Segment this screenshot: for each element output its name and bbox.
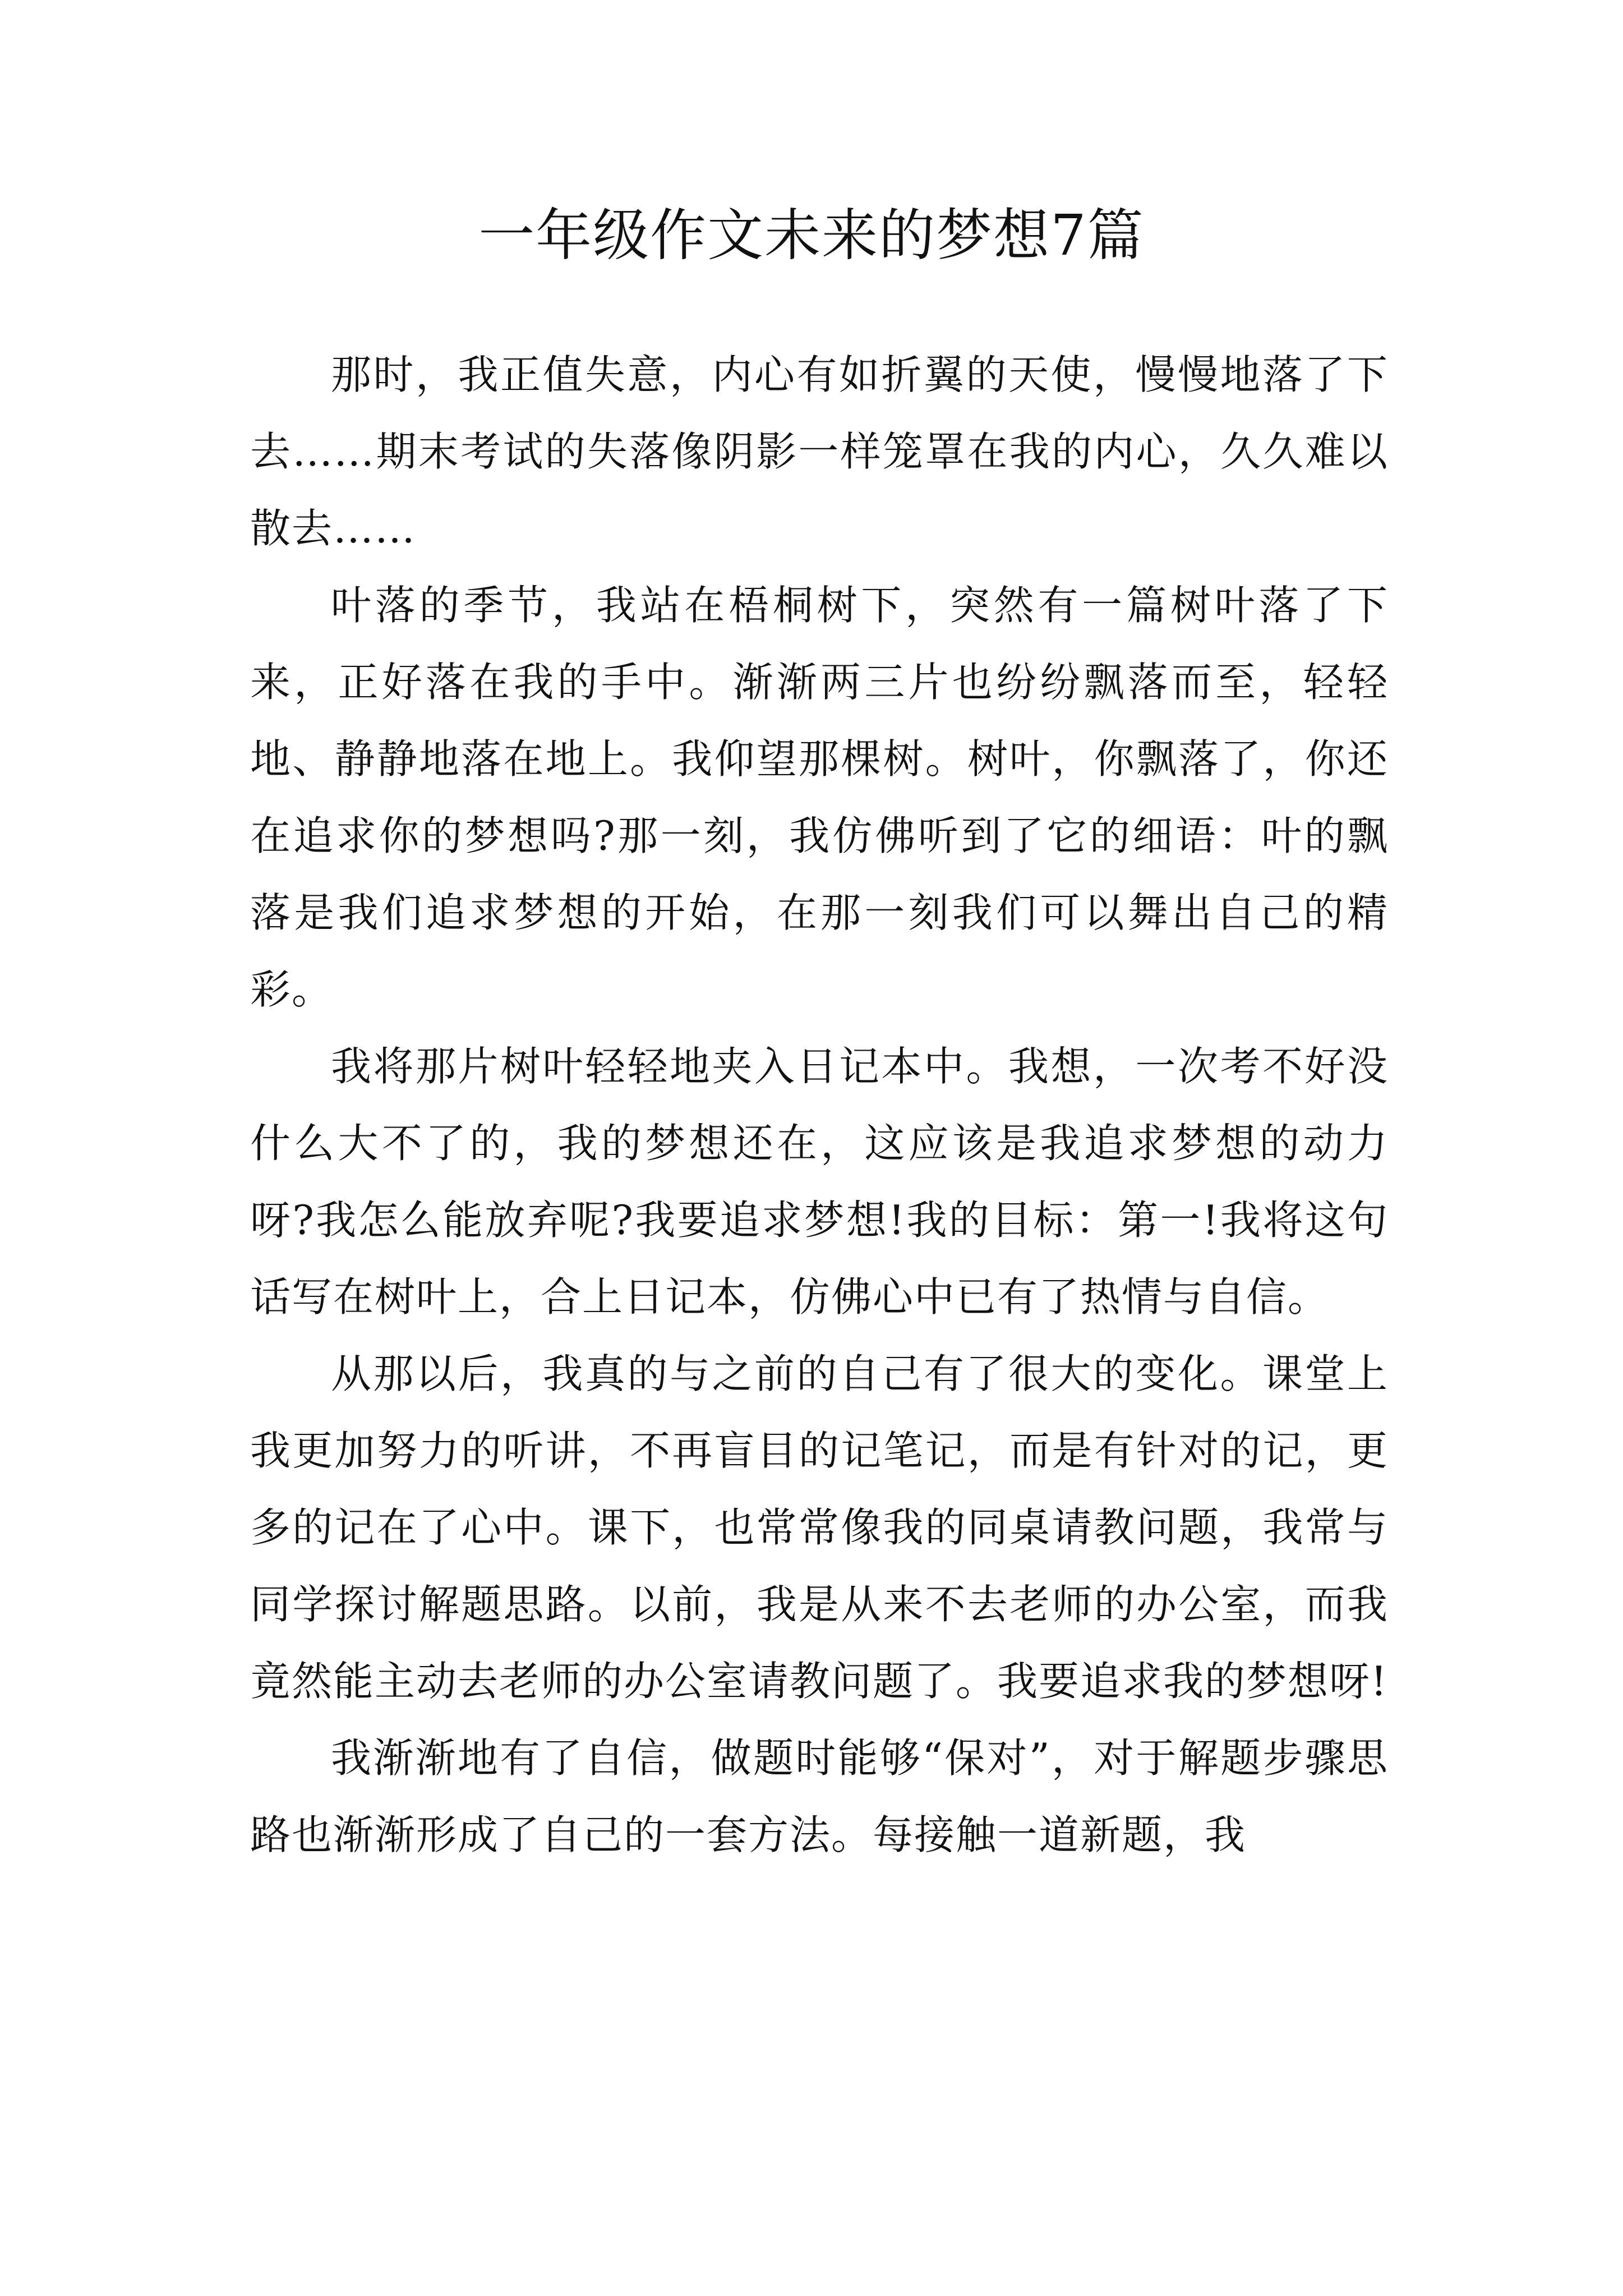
paragraph-2: 叶落的季节，我站在梧桐树下，突然有一篇树叶落了下来，正好落在我的手中。渐渐两三片也纷纷飘落而至，轻轻地、静静地落在地上。我仰望那棵树。树叶，你飘落了，你还在追求你的梦想吗?那一刻，我仿佛听到了它的细语：叶的飘落是我们追求梦想的开始，在那一刻我们可以舞出自己的精彩。 — [250, 582, 1389, 1013]
document-body — [250, 337, 1389, 1874]
document-title: 一年级作文未来的梦想7篇 — [478, 203, 1145, 268]
paragraph-1: 那时，我正值失意，内心有如折翼的天使，慢慢地落了下去……期末考试的失落像阴影一样笼罩在我的内心，久久难以散去…… — [250, 351, 1389, 552]
paragraph-4: 从那以后，我真的与之前的自己有了很大的变化。课堂上我更加努力的听讲，不再盲目的记笔记，而是有针对的记，更多的记在了心中。课下，也常常像我的同桌请教问题，我常与同学探讨解题思路。以前，我是从来不去老师的办公室，而我竟然能主动去老师的办公室请教问题了。我要追求我的梦想呀! — [250, 1350, 1389, 1705]
paragraph-5: 我渐渐地有了自信，做题时能够“保对”，对于解题步骤思路也渐渐形成了自己的一套方法。每接触一道新题，我 — [250, 1734, 1389, 1858]
paragraph-3: 我将那片树叶轻轻地夹入日记本中。我想，一次考不好没什么大不了的，我的梦想还在，这应该是我追求梦想的动力呀?我怎么能放弃呢?我要追求梦想!我的目标：第一!我将这句话写在树叶上，合上日记本，仿佛心中已有了热情与自信。 — [250, 1043, 1389, 1320]
